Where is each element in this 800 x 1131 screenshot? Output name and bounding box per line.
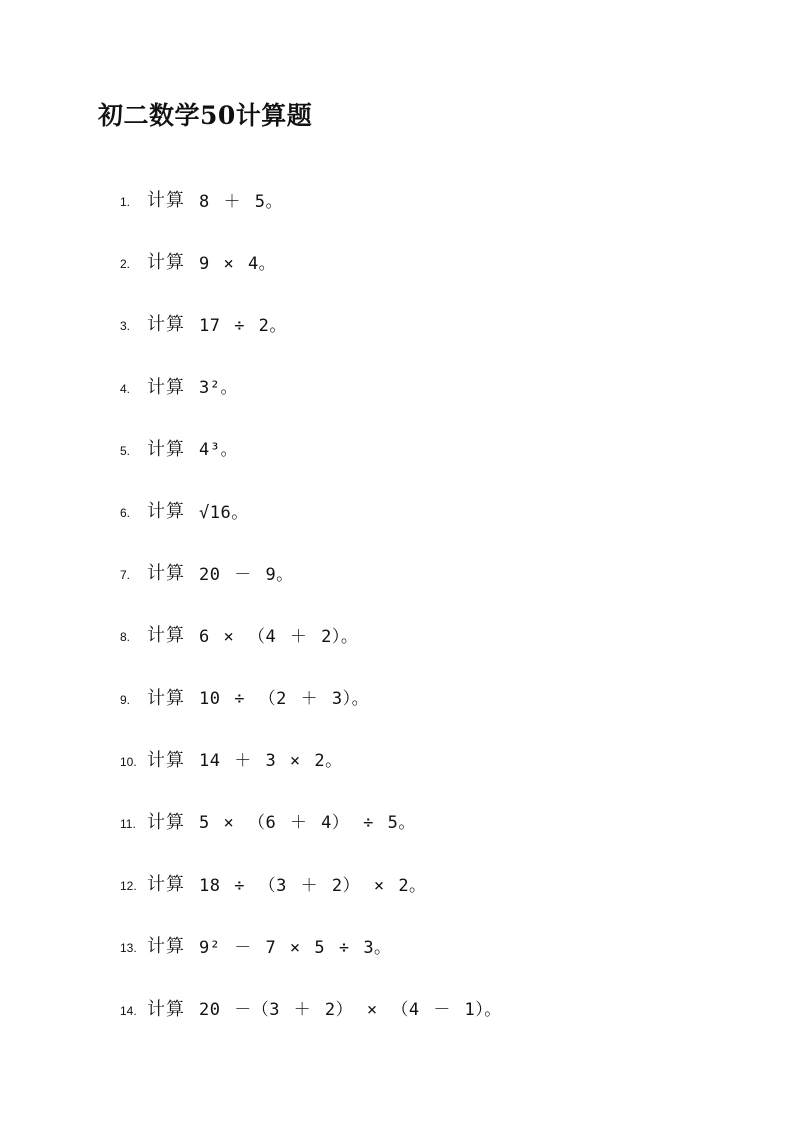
problem-expression: 9² － 7 × 5 ÷ 3。	[199, 937, 392, 958]
problem-expression: 4³。	[199, 440, 238, 461]
problem-item	[120, 728, 502, 790]
problem-prefix: 计算	[147, 998, 185, 1020]
problem-prefix: 计算	[147, 314, 185, 336]
document-title: 初二数学50计算题	[98, 101, 313, 130]
problem-item	[120, 976, 502, 1038]
problem-number: 12.	[120, 879, 137, 894]
problem-expression: 5 × （6 ＋ 4） ÷ 5。	[199, 813, 416, 834]
problem-item	[120, 168, 502, 230]
problem-number: 14.	[120, 1003, 137, 1018]
problem-item	[120, 355, 502, 417]
problem-expression: 9 × 4。	[199, 253, 277, 274]
problem-number: 2.	[120, 257, 131, 272]
problem-number: 8.	[120, 630, 131, 645]
problem-item	[120, 417, 502, 479]
problem-number: 3.	[120, 319, 131, 334]
problem-prefix: 计算	[147, 563, 185, 585]
problem-prefix: 计算	[147, 687, 185, 709]
problem-item	[120, 292, 502, 354]
problem-item	[120, 914, 502, 976]
problem-prefix: 计算	[147, 438, 185, 460]
problem-item	[120, 790, 502, 852]
problem-number: 11.	[120, 816, 136, 831]
problem-expression: 18 ÷ （3 ＋ 2） × 2。	[199, 875, 427, 896]
problem-prefix: 计算	[147, 501, 185, 523]
problem-prefix: 计算	[147, 190, 185, 212]
problem-expression: 20 －（3 ＋ 2） × （4 － 1）。	[199, 1000, 502, 1021]
problem-number: 4.	[120, 381, 131, 396]
problem-prefix: 计算	[147, 376, 185, 398]
problem-prefix: 计算	[147, 936, 185, 958]
problem-expression: 20 － 9。	[199, 564, 294, 585]
problem-number: 13.	[120, 941, 137, 956]
problem-number: 5.	[120, 443, 131, 458]
problem-number: 1.	[120, 195, 131, 210]
problem-expression: 10 ÷ （2 ＋ 3）。	[199, 689, 370, 710]
problem-item	[120, 666, 502, 728]
problem-expression: 3²。	[199, 378, 238, 399]
problem-prefix: 计算	[147, 811, 185, 833]
problem-item	[120, 541, 502, 603]
problem-prefix: 计算	[147, 749, 185, 771]
problem-item	[120, 479, 502, 541]
problem-number: 9.	[120, 692, 131, 707]
problem-item	[120, 603, 502, 665]
problem-expression: 8 ＋ 5。	[199, 191, 283, 212]
problem-expression: 6 × （4 ＋ 2）。	[199, 626, 359, 647]
problem-expression: 17 ÷ 2。	[199, 315, 287, 336]
problem-expression: √16。	[199, 502, 249, 523]
problem-expression: 14 ＋ 3 × 2。	[199, 751, 343, 772]
problem-list	[120, 168, 502, 1039]
problem-number: 7.	[120, 568, 131, 583]
problem-item	[120, 852, 502, 914]
problem-number: 10.	[120, 754, 137, 769]
problem-item	[120, 230, 502, 292]
problem-prefix: 计算	[147, 625, 185, 647]
problem-prefix: 计算	[147, 874, 185, 896]
problem-prefix: 计算	[147, 252, 185, 274]
problem-number: 6.	[120, 506, 131, 521]
